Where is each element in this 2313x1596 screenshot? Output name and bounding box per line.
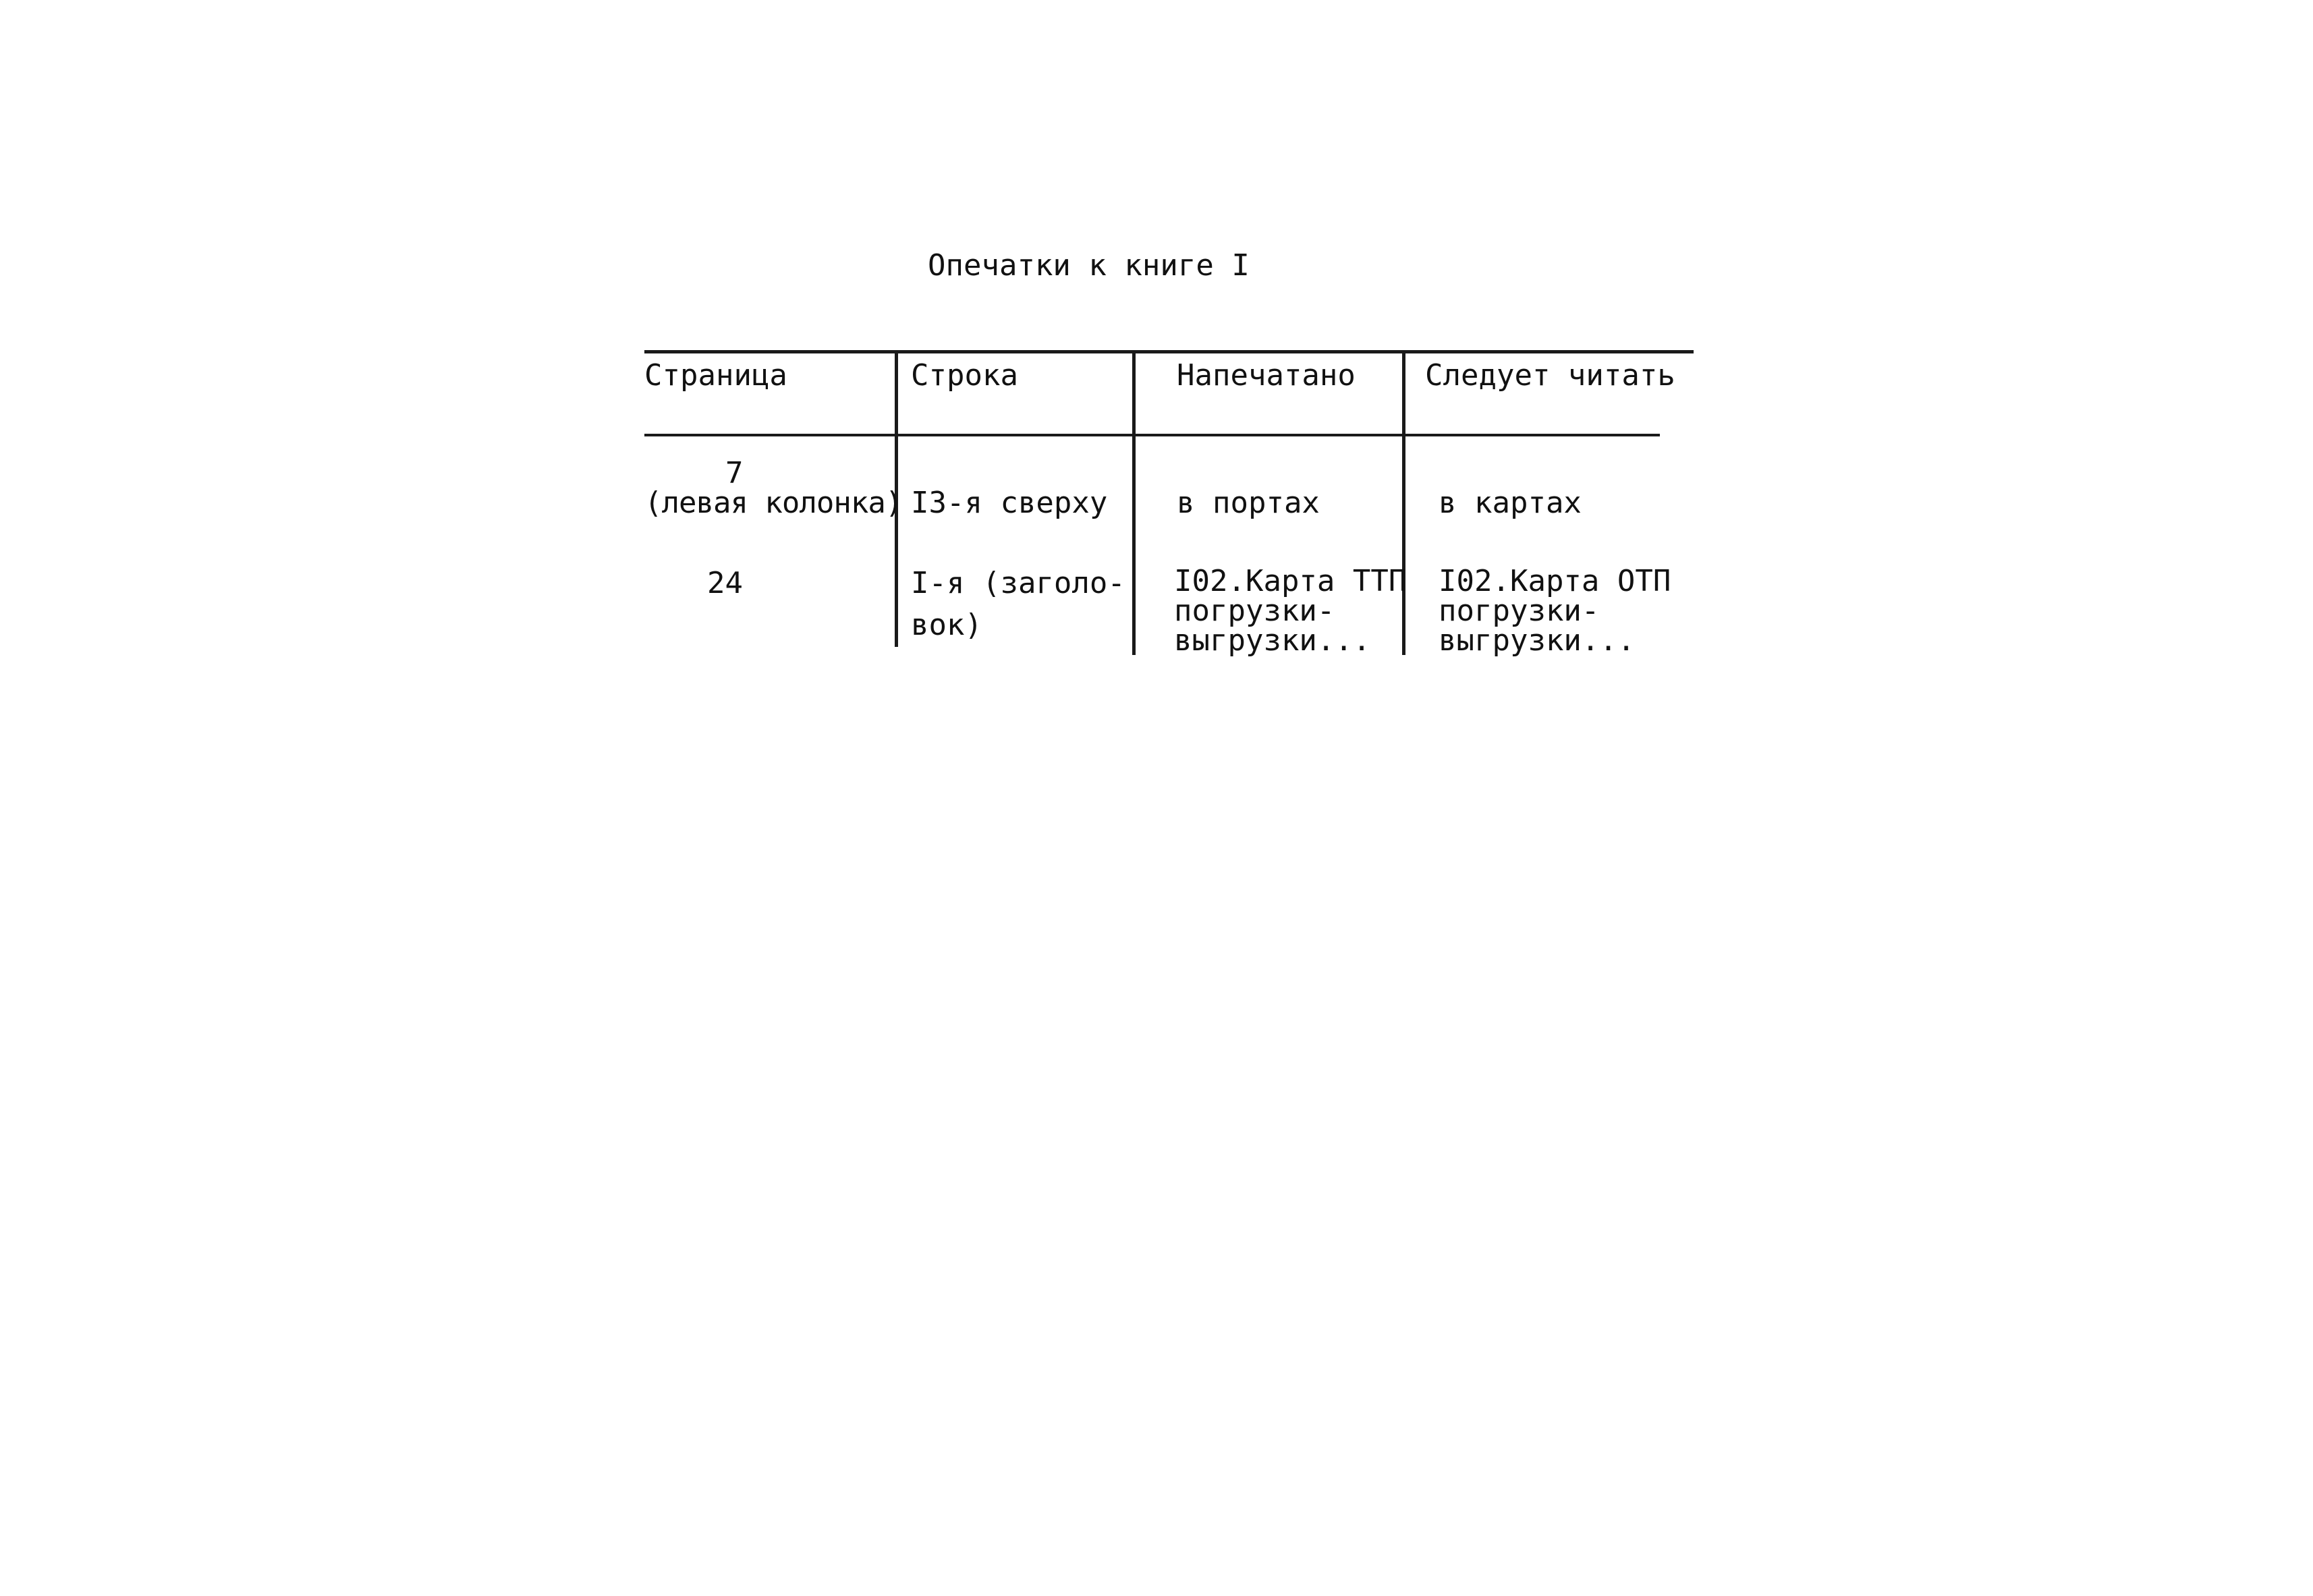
header-page: Страница — [644, 358, 787, 393]
row2-printed-3: выгрузки... — [1174, 623, 1371, 658]
row2-printed-2: погрузки- — [1174, 594, 1335, 628]
row1-page-note: (левая колонка) — [644, 486, 903, 520]
column-divider-3 — [1402, 350, 1405, 655]
header-line: Строка — [911, 358, 1018, 393]
row1-page-number: 7 — [725, 456, 744, 490]
table-header-rule — [644, 434, 1660, 436]
row2-page-number: 24 — [707, 566, 743, 600]
row2-printed-1: I02.Карта ТТП — [1174, 564, 1407, 598]
row2-should-read-1: I02.Карта ОТП — [1439, 564, 1671, 598]
row2-line-2: вок) — [911, 608, 982, 642]
header-printed: Напечатано — [1177, 358, 1356, 393]
row2-should-read-3: выгрузки... — [1439, 623, 1636, 658]
row1-should-read: в картах — [1439, 486, 1582, 520]
document-title: Опечатки к книге I — [928, 248, 1250, 283]
row1-line: I3-я сверху — [911, 486, 1108, 520]
row2-should-read-2: погрузки- — [1439, 594, 1600, 628]
column-divider-2 — [1132, 350, 1136, 655]
row1-printed: в портах — [1177, 486, 1320, 520]
header-should-read: Следует читать — [1425, 358, 1675, 393]
row2-line-1: I-я (заголо- — [911, 566, 1125, 600]
table-top-rule — [644, 350, 1694, 353]
